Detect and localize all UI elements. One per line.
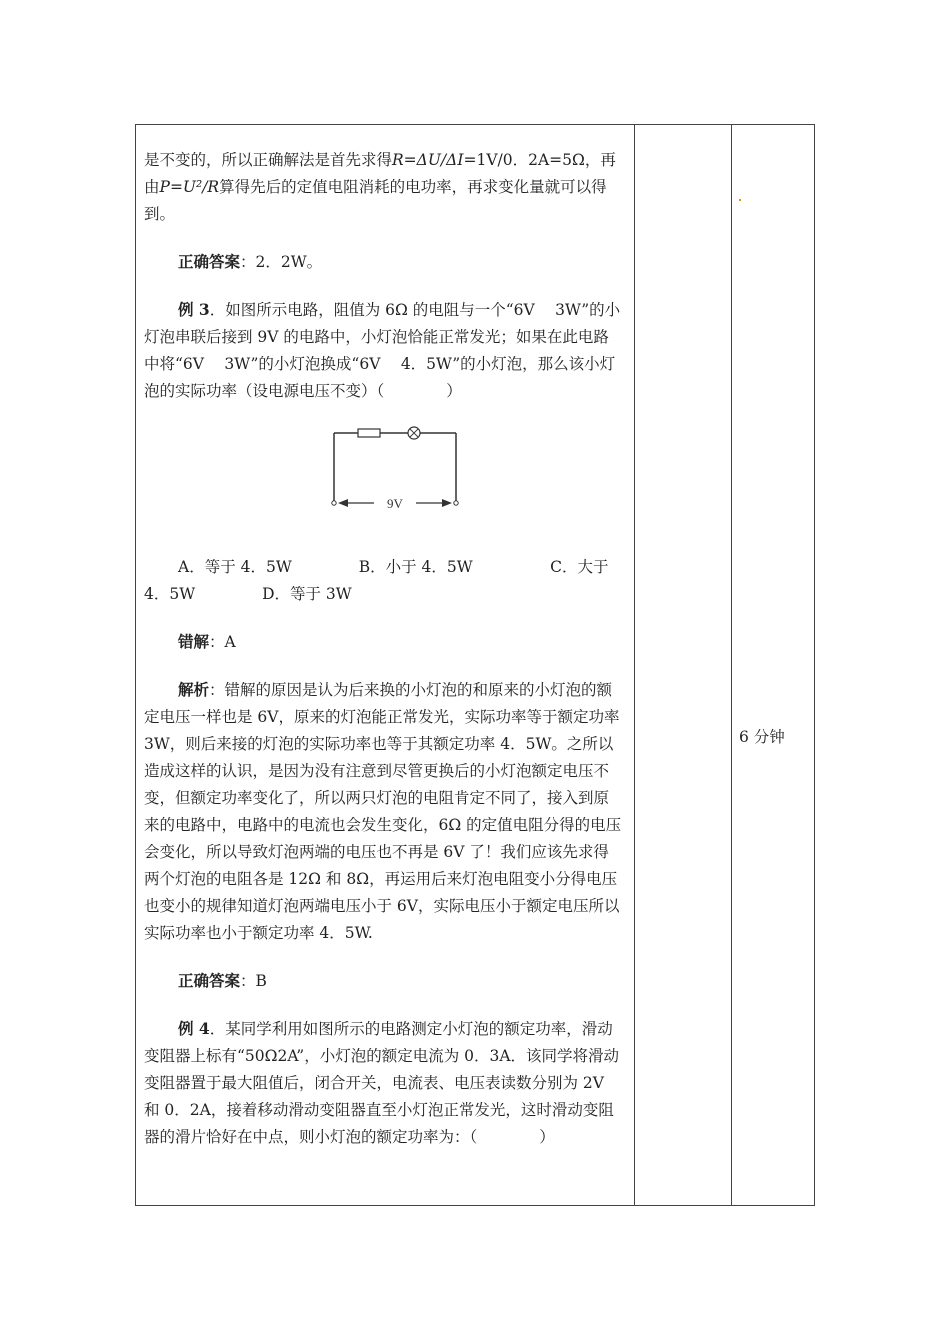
answer-1: 正确答案：2．2W。 (178, 252, 323, 271)
terminal-left (332, 501, 336, 505)
formula-r: R=ΔU/ΔI (392, 151, 464, 169)
speck-mark (739, 199, 741, 201)
column-divider (731, 125, 732, 1205)
solution-paragraph: 是不变的，所以正确解法是首先求得R=ΔU/ΔI=1V/0．2A=5Ω，再由P=U²/R算得先后的定值电阻消耗的电功率，再求变化量就可以得到。 (144, 151, 616, 223)
time-allocation: 6 分钟 (739, 728, 785, 746)
content-column (144, 147, 624, 1151)
arrowhead-left-icon (338, 499, 348, 507)
terminal-right (454, 501, 458, 505)
analysis: 解析：错解的原因是认为后来换的小灯泡的和原来的小灯泡的额定电压一样也是 6V，原来的灯泡能正常发光，实际功率等于额定功率 3W，则后来接的灯泡的实际功率也等于其额定功率 4．5W。之所以造成这样的认识，是因为没有注意到尽管更换后的小灯泡额定电压不变，但额定功率变化了，所以两只灯泡的电阻肯定不同了，接入到原来的电路中，电路中的电流也会发生变化，6Ω 的定值电阻分得的电压会变化，所以导致灯泡两端的电压也不再是 6V 了！我们应该先求得两个灯泡的电阻各是 12Ω 和 8Ω，再运用后来灯泡电阻变小分得电压也变小的规律知道灯泡两端电压小于 6V，实际电压小于额定电压所以实际功率也小于额定功率 4．5W. (144, 680, 622, 942)
circuit-diagram (144, 419, 624, 519)
formula-p: P=U²/R (159, 178, 220, 196)
lamp-icon (408, 427, 420, 439)
options: A．等于 4．5W B．小于 4．5W C．大于 4．5W D．等于 3W (144, 558, 609, 603)
example-4: 例 4．某同学利用如图所示的电路测定小灯泡的额定功率，滑动变阻器上标有“50Ω2A”，小灯泡的额定电流为 0．3A．该同学将滑动变阻器置于最大阻值后，闭合开关，电流表、电压表读数分别为 2V 和 0．2A，接着移动滑动变阻器直至小灯泡正常发光，这时滑动变阻器的滑片恰好在中点，则小灯泡的额定功率为：（ ） (144, 1019, 620, 1146)
example-3: 例 3．如图所示电路，阻值为 6Ω 的电阻与一个“6V 3W”的小灯泡串联后接到 9V 的电路中，小灯泡恰能正常发光；如果在此电路中将“6V 3W”的小灯泡换成“6V 4．5W”的小灯泡，那么该小灯泡的实际功率（设电源电压不变）（ ） (144, 300, 621, 400)
wrong-answer: 错解：A (178, 632, 236, 651)
arrowhead-right-icon (442, 499, 452, 507)
voltage-label: 9V (387, 496, 403, 511)
resistor-icon (358, 429, 380, 437)
column-divider (634, 125, 635, 1205)
lesson-table (135, 124, 815, 1206)
answer-2: 正确答案：B (178, 971, 267, 990)
